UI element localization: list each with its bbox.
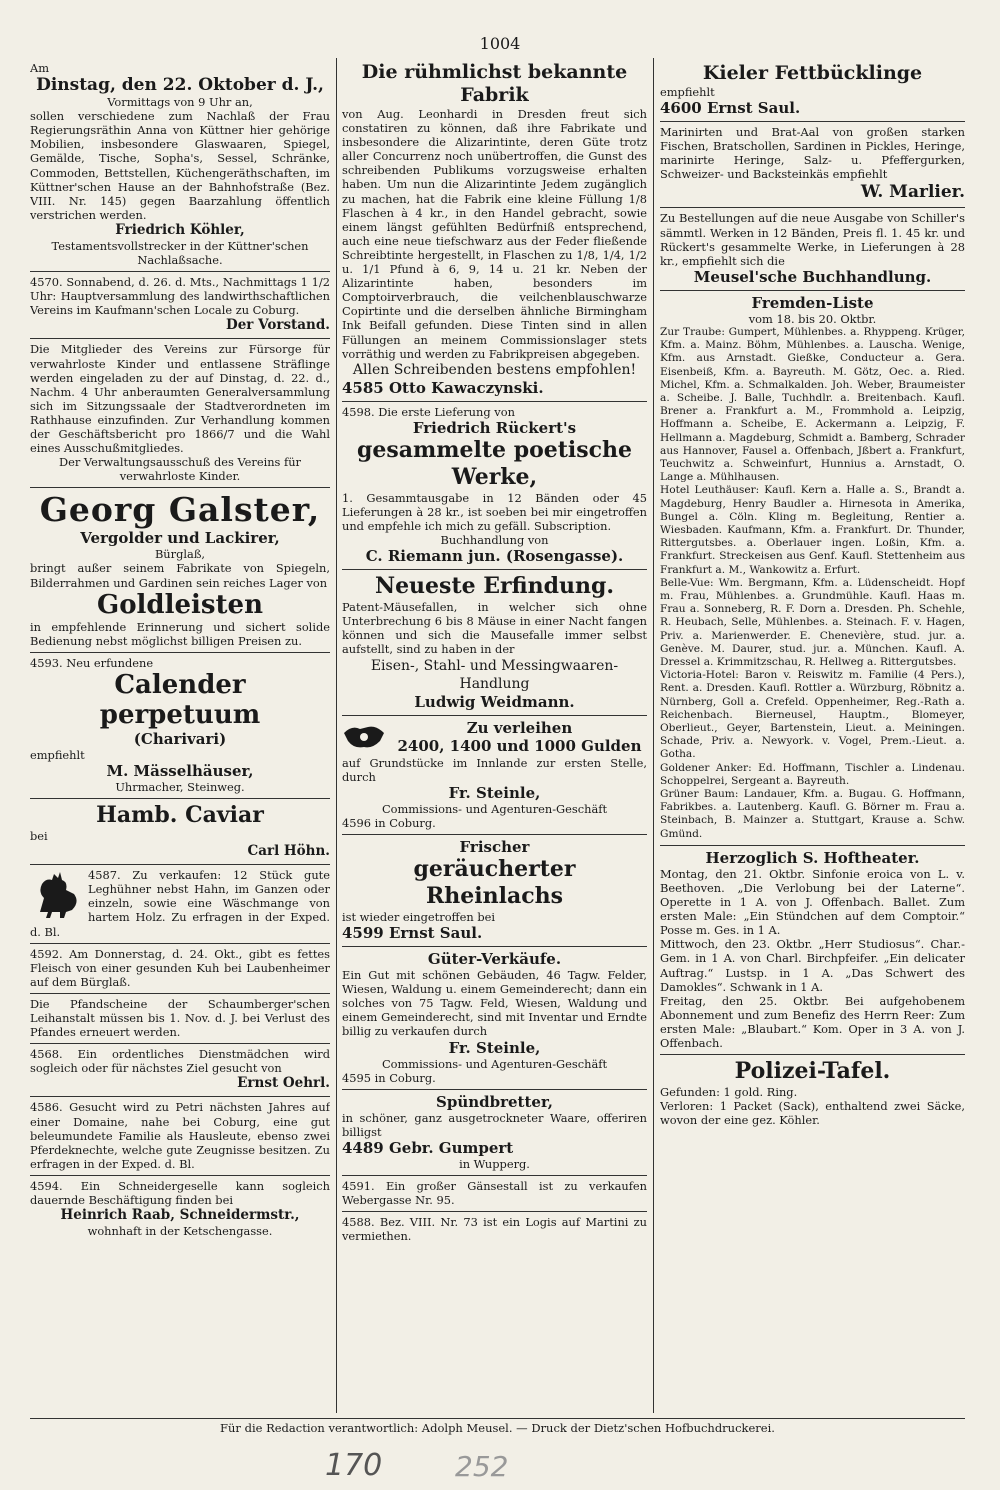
ad-body: ist wieder eingetroffen bei bbox=[342, 910, 496, 924]
ad-text: empfiehlt bbox=[30, 747, 85, 762]
ad-tailor bbox=[30, 1176, 330, 1242]
ad-heading: Spündbretter, bbox=[436, 1092, 553, 1111]
page-number: 1004 bbox=[479, 34, 521, 53]
ad-text: 4598. Die erste Lieferung von bbox=[342, 404, 515, 419]
ad-body: in schöner, ganz ausgetrockneter Waare, offeriren billigst bbox=[342, 1110, 647, 1139]
ad-signature: Meusel'sche Buchhandlung. bbox=[693, 267, 932, 286]
column-3 bbox=[660, 58, 965, 1413]
ad-heading: Güter-Verkäufe. bbox=[427, 950, 562, 969]
imprint-footer: Für die Redaction verantwortlich: Adolph Meusel. — Druck der Dietz'schen Hofbuchdruckerei. bbox=[30, 1418, 965, 1435]
ad-body: 4568. Ein ordentliches Dienstmädchen wird sogleich oder für nächstes Ziel gesucht von bbox=[30, 1047, 330, 1076]
ad-signature: C. Riemann jun. (Rosengasse). bbox=[365, 547, 624, 566]
police-notices bbox=[660, 1055, 965, 1131]
ad-text: Eisen-, Stahl- und Messingwaaren-Handlung bbox=[370, 657, 619, 692]
guest-list-entry: Zur Traube: Gumpert, Mühlenbes. a. Rhyppeng. Krüger, Kfm. a. Mainz. Böhm, Mühlenbes. a. Lauscha. Wenige, Kfm. aus Arnstadt. Gießke, Conducteur a. Gera. Eisenbeiß, Kfm. a. Bayreuth. M. Götz, Oec. a. Ried. Michel, Kfm. a. Schmalkalden. Joh. Weber, Braumeister a. Scheibe. J. Balle, Tuchhdlr. a. Breitenbach. Kaufl. Brener a. Frankfurt a. M., Frommhold a. Leipzig, Hoffmann a. Scheibe, E. Ackermann a. Leipzig, F. Hellmann a. Magdeburg, Schmidt a. Bamberg, Schrader aus Hannover, Fausel a. Offenbach, Jßbert a. Frankfurt, Teuchwitz a. Schweinfurt, Hunnius a. Arnstadt, O. Lange a. Mühlhausen. bbox=[660, 325, 965, 484]
ad-heading: Neueste Erfindung. bbox=[374, 573, 615, 600]
ad-body: Marinirten und Brat-Aal von großen starken Fischen, Bratschollen, Sardinen in Pickles, Heringe, marinirte Heringe, Salz- u. Pfeffergurken, Schweizer- und Backsteinkäs empfiehlt bbox=[660, 125, 965, 182]
ad-maid-wanted bbox=[30, 1044, 330, 1097]
ad-signature: Der Vorstand. bbox=[226, 317, 330, 334]
section-heading: Herzoglich S. Hoftheater. bbox=[705, 848, 920, 867]
ad-body: Die Mitglieder des Vereins zur Fürsorge für verwahrloste Kinder und entlassene Sträflinge werden eingeladen zu der auf Dinstag, d. 22. d., Nachm. 4 Uhr anberaumten Generalversammlung sich im Sitzungssaale der Stadtverordneten im Rathhause einzufinden. Zur Verhandlung kommen der Geschäftsbericht pro 1866/7 und die Wahl eines Ausschußmitgliedes. bbox=[30, 342, 330, 456]
column-rule bbox=[336, 58, 337, 1413]
ad-goose-stall bbox=[342, 1176, 647, 1212]
ad-signature: Friedrich Köhler, bbox=[115, 221, 245, 238]
ad-signature: Ludwig Weidmann. bbox=[414, 692, 575, 711]
guest-list-entry: Belle-Vue: Wm. Bergmann, Kfm. a. Lüdenscheidt. Hopf m. Frau, Mühlenbes. a. Grundmühle. Kaufl. Haas m. Frau a. Sonneberg, R. F. Dorn a. Dresden. Ph. Schehle, R. Heubach, Selle, Mühlenbes. a. Steinach. F. v. Hagen, Priv. a. Marienwerder. E. Chenevière, stud. jur. a. Genève. M. Daurer, stud. jur. a. München. Kaufl. A. Dressel a. Krimmitzschau, R. Hellweg a. Rittergutsbes. bbox=[660, 576, 965, 669]
ad-agricultural-society bbox=[30, 272, 330, 339]
ad-loan bbox=[342, 716, 647, 835]
handwritten-number: 252 bbox=[455, 1450, 509, 1483]
ad-text: 4595 in Coburg. bbox=[342, 1070, 436, 1085]
ad-eel bbox=[660, 122, 965, 208]
ad-lodging bbox=[342, 1212, 647, 1247]
section-heading: Fremden-Liste bbox=[751, 293, 874, 312]
ad-children-welfare bbox=[30, 339, 330, 488]
ad-heading: Dinstag, den 22. Oktober d. J., bbox=[36, 75, 324, 96]
ad-heading: Zu verleihen bbox=[466, 718, 573, 737]
ad-subheading: (Charivari) bbox=[133, 729, 227, 748]
ad-heading: Die rühmlichst bekannte Fabrik bbox=[361, 61, 628, 106]
ad-mousetrap bbox=[342, 570, 647, 715]
ad-body: 4591. Ein großer Gänsestall ist zu verkaufen Webergasse Nr. 95. bbox=[342, 1179, 647, 1208]
ad-auction bbox=[30, 58, 330, 272]
ad-text: Allen Schreibenden bestens empfohlen! bbox=[352, 361, 637, 378]
ad-salmon bbox=[342, 835, 647, 947]
guest-list-entry: Victoria-Hotel: Baron v. Reiswitz m. Familie (4 Pers.), Rent. a. Dresden. Kaufl. Rottler a. Würzburg, Röbnitz a. Nürnberg, Goll a. Crefeld. Oppenheimer, Reg.-Rath a. Reichenbach. Bierneusel, Hauptm., Blomeyer, Oberlieut., Geyer, Bartenstein, Lieut. a. Meiningen. Schade, Priv. a. Newyork. v. Vogel, Prem.-Lieut. a. Gotha. bbox=[660, 669, 965, 761]
handwritten-number: 170 bbox=[325, 1448, 383, 1483]
ad-body: 4570. Sonnabend, d. 26. d. Mts., Nachmittags 1 1/2 Uhr: Hauptversammlung des landwirthschaftlichen Vereins im Kaufmann'schen Locale zu Coburg. bbox=[30, 275, 330, 318]
ad-signature: M. Mässelhäuser, bbox=[106, 762, 254, 780]
ad-body: von Aug. Leonhardi in Dresden freut sich constatiren zu können, daß ihre Fabrikate und insbesondere die Alizarintinte, deren Güte trotz aller Concurrenz noch unübertroffen, die Gunst des schreibenden Publikums vorzugsweise erhalten haben. Um nun die Alizarintinte Jedem zugänglich zu machen, hat die Fabrik eine kleine Füllung 1/8 Flaschen à 4 kr., in den Handel gebracht, sowie einem längst gefühlten Bedürfniß entsprechend, auch eine neue tiefschwarz aus der Feder fließende Schreibtinte hergestellt, in Flaschen zu 1/8, 1/4, 1/2 u. 1/1 Pfund à 6, 9, 14 u. 21 kr. Neben der Alizarintinte haben, besonders im Comptoirverbrauch, die veilchenblauschwarze Copirtinte und die derselben ähnliche Birmingham Ink Beifall gefunden. Diese Tinten sind in allen Füllungen an meinem Commissionslager stets vorräthig und werden zu Fabrikpreisen abgegeben. bbox=[342, 107, 647, 361]
programme-entry: Mittwoch, den 23. Oktbr. „Herr Studiosus“. Char.-Gem. in 1 A. von Charl. Birchpfeifer. „Ein delicater Auftrag.“ Lustsp. in 1 A. „Das Schwert des Damokles“. Schwank in 1 A. bbox=[660, 937, 965, 994]
guest-list-entry: Goldener Anker: Ed. Hoffmann, Tischler a. Lindenau. Schoppelrei, Sergeant a. Bayreuth. bbox=[660, 761, 965, 787]
ad-body: 4586. Gesucht wird zu Petri nächsten Jahres auf einer Domaine, nahe bei Coburg, eine gut beleumundete Familie als Hausleute, ebenso zwei Pferdeknechte, welche gute Zeugnisse besitzen. Zu erfragen in der Exped. d. Bl. bbox=[30, 1100, 330, 1171]
ad-text: Commissions- und Agenturen-Geschäft bbox=[381, 801, 608, 816]
guest-list-entry: Hotel Leuthäuser: Kaufl. Kern a. Halle a. S., Brandt a. Magdeburg, Henry Baudler a. Hirnesota in Amerika, Bungel a. Cöln. Kling m. Begleitung, Rentier a. Wiesbaden. Kaufmann, Kfm. a. Frankfurt. Dr. Thunder, Rittergutsbes. a. Oberlauer ingen. Loßin, Kfm. a. Frankfurt. Streckeisen aus Genf. Kaufl. Stettenheim aus Frankfurt a. M., Wankowitz a. Erfurt. bbox=[660, 484, 965, 576]
ad-text: Buchhandlung von bbox=[440, 533, 549, 548]
theatre-programme bbox=[660, 846, 965, 1055]
ad-text: in Wupperg. bbox=[459, 1156, 530, 1171]
ad-subheading: Vergolder und Lackirer, bbox=[80, 529, 280, 548]
ad-text: Uhrmacher, Steinweg. bbox=[115, 780, 245, 794]
ad-subheading: 2400, 1400 und 1000 Gulden bbox=[397, 736, 642, 755]
ad-signature: 4599 Ernst Saul. bbox=[342, 924, 483, 943]
ad-calender bbox=[30, 653, 330, 799]
ad-heading: Kieler Fettbücklinge bbox=[702, 62, 923, 84]
ad-body: 4587. Zu verkaufen: 12 Stück gute Leghühner nebst Hahn, im Ganzen oder einzeln, sowie eine Wäschmange von hartem Holz. Zu erfragen in der Exped. d. Bl. bbox=[30, 868, 330, 939]
ad-text: wohnhaft in der Ketschengasse. bbox=[87, 1224, 273, 1239]
ad-signature: Ernst Oehrl. bbox=[237, 1075, 330, 1092]
ad-body: Zu Bestellungen auf die neue Ausgabe von Schiller's sämmtl. Werken in 12 Bänden, Preis fl. 1. 45 kr. und Rückert's gesammelte Werke, in Lieferungen à 28 kr., empfiehlt sich die bbox=[660, 211, 965, 268]
ad-text: Bürglaß, bbox=[154, 547, 206, 562]
ad-signature: Carl Höhn. bbox=[247, 843, 330, 860]
ad-rueckert bbox=[342, 402, 647, 570]
ad-heading: geräucherter Rheinlachs bbox=[413, 856, 576, 909]
police-entry: Gefunden: 1 gold. Ring. bbox=[660, 1085, 798, 1100]
ad-galster bbox=[30, 488, 330, 652]
ad-body: sollen verschiedene zum Nachlaß der Frau Regierungsräthin Anna von Küttner hier gehörige Mobilien, insbesondere Glaswaaren, Spiegel, Gemälde, Tische, Sopha's, Sessel, Schränke, Commoden, Bettstellen, Küchengeräthschaften, im Küttner'schen Hause an der Bahnhofstraße (Bez. VIII. Nr. 145) gegen Baarzahlung öffentlich verstrichen werden. bbox=[30, 109, 330, 222]
ad-caviar bbox=[30, 799, 330, 865]
ad-text: Testamentsvollstrecker in der Küttner'schen Nachlaßsache. bbox=[51, 238, 309, 268]
ad-heading: gesammelte poetische Werke, bbox=[356, 436, 633, 490]
ad-text: 4593. Neu erfundene bbox=[30, 655, 154, 670]
ad-body: 4588. Bez. VIII. Nr. 73 ist ein Logis auf Martini zu vermiethen. bbox=[342, 1215, 647, 1244]
ad-body: in empfehlende Erinnerung und sichert solide Bedienung nebst möglichst billigen Preisen zu. bbox=[30, 619, 330, 648]
ad-body: 4594. Ein Schneidergeselle kann sogleich dauernde Beschäftigung finden bei bbox=[30, 1178, 330, 1207]
ad-meat bbox=[30, 944, 330, 994]
police-entry: Verloren: 1 Packet (Sack), enthaltend zwei Säcke, wovon der eine gez. Köhler. bbox=[660, 1099, 965, 1128]
ad-signature: 4489 Gebr. Gumpert bbox=[342, 1138, 514, 1157]
ad-heading: Georg Galster, bbox=[39, 490, 321, 530]
column-rule bbox=[653, 58, 654, 1413]
ad-subheading: Frischer bbox=[459, 838, 530, 856]
ad-kiel-herring bbox=[660, 58, 965, 122]
column-2 bbox=[342, 58, 647, 1413]
programme-entry: Freitag, den 25. Oktbr. Bei aufgehobenem Abonnement und zum Benefiz des Herrn Reer: Zum ersten Male: „Blaubart.“ Kom. Oper in 3 A. von J. Offenbach. bbox=[660, 993, 965, 1050]
column-1 bbox=[30, 58, 330, 1413]
ad-signature: 4585 Otto Kawaczynski. bbox=[342, 378, 544, 397]
ad-text: Vormittags von 9 Uhr an, bbox=[107, 95, 253, 110]
ad-signature: 4600 Ernst Saul. bbox=[660, 99, 801, 118]
ad-hens-for-sale bbox=[30, 865, 330, 943]
ad-body: auf Grundstücke im Innlande zur ersten Stelle, durch bbox=[342, 755, 647, 784]
guest-list bbox=[660, 291, 965, 846]
ad-signature: Fr. Steinle, bbox=[448, 783, 541, 802]
guest-list-entry: Grüner Baum: Landauer, Kfm. a. Bugau. G. Hoffmann, Fabrikbes. a. Lautenberg. Kaufl. G. Börner m. Frau a. Steinbach, B. Mainzer a. Stuttgart, Krause a. Schw. Gmünd. bbox=[660, 788, 965, 840]
ad-signature: Der Verwaltungsausschuß des Vereins für verwahrloste Kinder. bbox=[58, 455, 302, 484]
ad-pawn-tickets bbox=[30, 994, 330, 1044]
ad-body: bringt außer seinem Fabrikate von Spiegeln, Bilderrahmen und Gardinen sein reiches Lager von bbox=[30, 561, 330, 590]
programme-entry: Montag, den 21. Oktbr. Sinfonie eroica von L. v. Beethoven. „Die Verlobung bei der Laterne“. Operette in 1 A. von J. Offenbach. Ballet. Zum ersten Male: „Ein Stündchen auf dem Comptoir.“ Posse m. Ges. in 1 A. bbox=[660, 866, 965, 938]
ad-ink-factory bbox=[342, 58, 647, 402]
handshake-icon bbox=[342, 719, 386, 756]
ad-body: 1. Gesammtausgabe in 12 Bänden oder 45 Lieferungen à 28 kr., ist soeben bei mir eingetroffen und empfehle ich mich zu gefäll. Subscription. bbox=[342, 490, 647, 533]
section-heading: Polizei-Tafel. bbox=[734, 1058, 891, 1085]
ad-heading: Goldleisten bbox=[97, 589, 263, 620]
ad-text: 4596 in Coburg. bbox=[342, 815, 436, 830]
ad-schiller-works bbox=[660, 208, 965, 290]
ad-signature: Fr. Steinle, bbox=[448, 1038, 541, 1057]
ad-body: Die Pfandscheine der Schaumberger'schen Leihanstalt müssen bis 1. Nov. d. J. bei Verlust des Pfandes erneuert werden. bbox=[30, 996, 330, 1040]
ad-text: empfiehlt bbox=[660, 85, 715, 99]
ad-family-wanted bbox=[30, 1097, 330, 1175]
ad-text: bei bbox=[30, 829, 48, 844]
ad-text: Am bbox=[30, 61, 50, 75]
ad-signature: W. Marlier. bbox=[860, 182, 965, 203]
rooster-icon bbox=[30, 868, 82, 923]
ad-heading: Hamb. Caviar bbox=[96, 802, 264, 829]
ad-subheading: Friedrich Rückert's bbox=[412, 418, 577, 437]
ad-heading: Calender perpetuum bbox=[99, 669, 261, 730]
ad-body: Ein Gut mit schönen Gebäuden, 46 Tagw. Felder, Wiesen, Waldung u. einem Gemeinderecht; dann ein solches von 75 Tagw. Feld, Wiesen, Waldung und einem Gemeinderecht, sind mit Inventar und Erndte billig zu verkaufen durch bbox=[342, 968, 647, 1039]
ad-text: Commissions- und Agenturen-Geschäft bbox=[381, 1056, 608, 1071]
ad-boards bbox=[342, 1090, 647, 1176]
section-dates: vom 18. bis 20. Oktbr. bbox=[748, 311, 877, 326]
ad-signature: Heinrich Raab, Schneidermstr., bbox=[60, 1207, 300, 1224]
ad-body: 4592. Am Donnerstag, d. 24. Okt., gibt es fettes Fleisch von einer gesunden Kuh bei Laubenheimer auf dem Bürglaß. bbox=[30, 946, 330, 989]
ad-estate-sales bbox=[342, 947, 647, 1090]
ad-body: Patent-Mäusefallen, in welcher sich ohne Unterbrechung 6 bis 8 Mäuse in einer Nacht fangen können und sich die Mausefalle immer selbst aufstellt, sind zu haben in der bbox=[342, 600, 647, 657]
